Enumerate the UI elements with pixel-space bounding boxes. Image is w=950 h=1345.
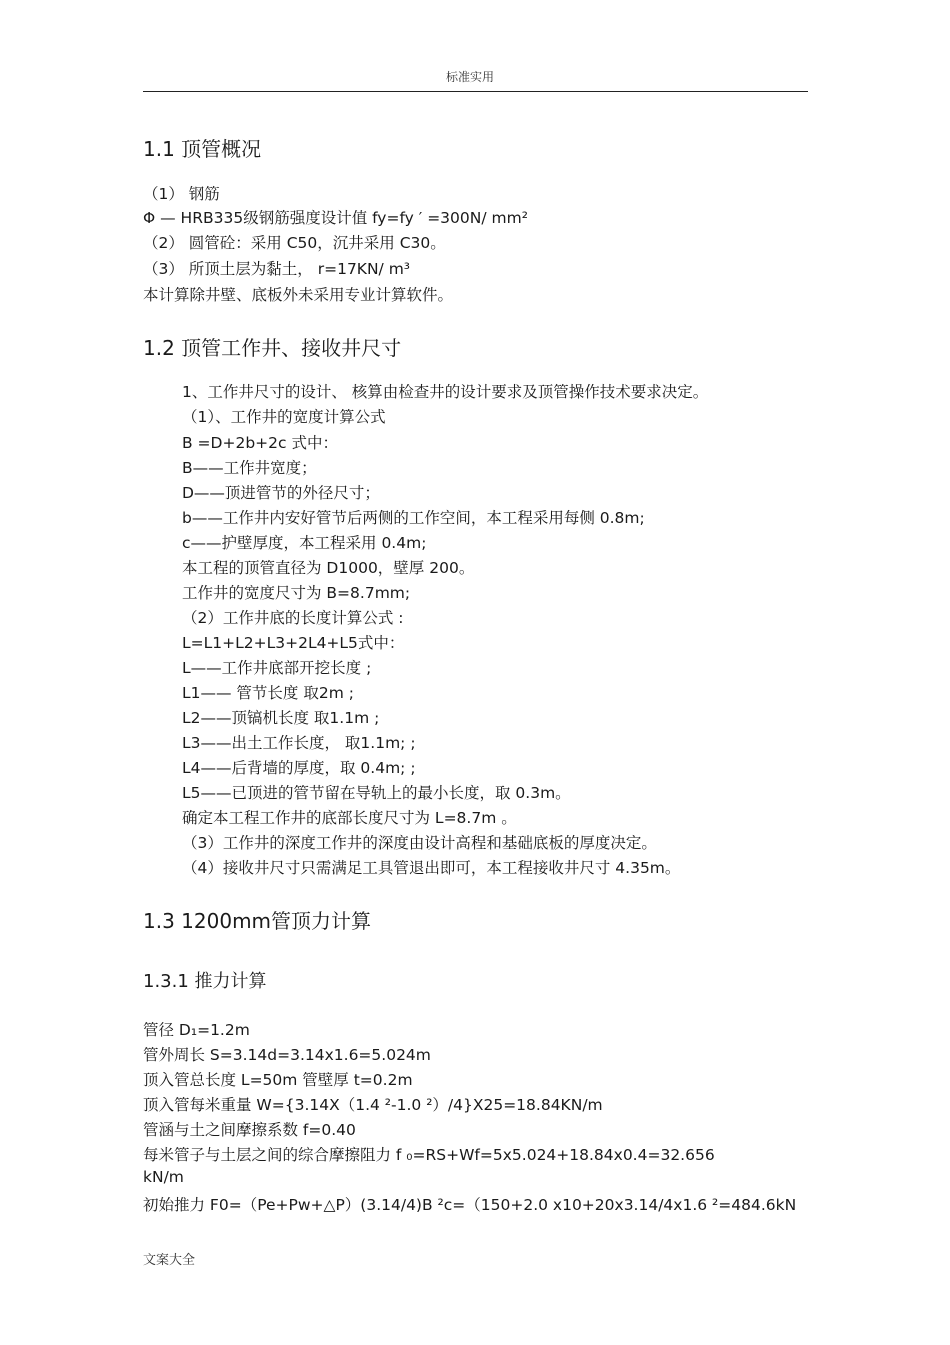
page-header: 标准实用 <box>446 70 495 84</box>
text-line: （3） 所顶土层为黏土， r=17KN/ m³ <box>143 260 411 278</box>
text-line: kN/m <box>143 1168 184 1186</box>
text-line: L=L1+L2+L3+2L4+L5式中： <box>182 634 405 652</box>
section-1-3-1-title: 1.3.1 推力计算 <box>143 971 267 992</box>
header-rule <box>143 91 808 92</box>
text-line: B——工作井宽度； <box>182 459 317 477</box>
text-line: b——工作井内安好管节后两侧的工作空间，本工程采用每侧 0.8m; <box>182 509 645 527</box>
text-line: 本计算除井壁、底板外未采用专业计算软件。 <box>143 286 454 304</box>
text-line: L5——已顶进的管节留在导轨上的最小长度，取 0.3m。 <box>182 784 571 802</box>
text-line: L3——出土工作长度， 取1.1m; ; <box>182 734 416 752</box>
text-line: c——护壁厚度，本工程采用 0.4m; <box>182 534 427 552</box>
text-line: 管涵与土之间摩擦系数 f=0.40 <box>143 1121 356 1139</box>
text-line: （2） 圆管砼：采用 C50，沉井采用 C30。 <box>143 234 446 252</box>
section-1-1-title: 1.1 顶管概况 <box>143 137 262 161</box>
text-line: （3）工作井的深度工作井的深度由设计高程和基础底板的厚度决定。 <box>182 834 657 852</box>
text-line: （1） 钢筋 <box>143 185 220 203</box>
text-line: （1）、工作井的宽度计算公式 <box>182 408 386 426</box>
text-line: 每米管子与土层之间的综合摩擦阻力 f ₀=RS+Wf=5x5.024+18.84x0.4=32.656 <box>143 1146 715 1164</box>
text-line: 本工程的顶管直径为 D1000，壁厚 200。 <box>182 559 475 577</box>
text-line: （4）接收井尺寸只需满足工具管退出即可，本工程接收井尺寸 4.35m。 <box>182 859 681 877</box>
text-line: 工作井的宽度尺寸为 B=8.7mm; <box>182 584 411 602</box>
text-line: L——工作井底部开挖长度 ; <box>182 659 372 677</box>
text-line: 管径 D₁=1.2m <box>143 1021 250 1039</box>
text-line: 初始推力 F0=（Pe+Pw+△P）(3.14/4)B ²c=（150+2.0 x10+20x3.14/4x1.6 ²=484.6kN <box>143 1196 797 1214</box>
text-line: 顶入管每米重量 W={3.14X（1.4 ²-1.0 ²）/4}X25=18.84KN/m <box>143 1096 603 1114</box>
text-line: L4——后背墙的厚度，取 0.4m; ; <box>182 759 416 777</box>
text-line: D——顶进管节的外径尺寸； <box>182 484 380 502</box>
page-footer: 文案大全 <box>143 1253 196 1268</box>
text-line: Φ — HRB335级钢筋强度设计值 fy=fy ′ =300N/ mm² <box>143 209 528 227</box>
text-line: 1、工作井尺寸的设计、 核算由检查井的设计要求及顶管操作技术要求决定。 <box>182 383 709 401</box>
text-line: L1—— 管节长度 取2m ; <box>182 684 354 702</box>
text-line: 管外周长 S=3.14d=3.14x1.6=5.024m <box>143 1046 431 1064</box>
text-line: B =D+2b+2c 式中： <box>182 434 338 452</box>
text-line: L2——顶镐机长度 取1.1m ; <box>182 709 380 727</box>
section-1-3-title: 1.3 1200mm管顶力计算 <box>143 909 372 933</box>
section-1-2-title: 1.2 顶管工作井、接收井尺寸 <box>143 336 402 360</box>
text-line: 顶入管总长度 L=50m 管壁厚 t=0.2m <box>143 1071 413 1089</box>
text-line: 确定本工程工作井的底部长度尺寸为 L=8.7m 。 <box>182 809 517 827</box>
text-line: （2）工作井底的长度计算公式 : <box>182 609 404 627</box>
